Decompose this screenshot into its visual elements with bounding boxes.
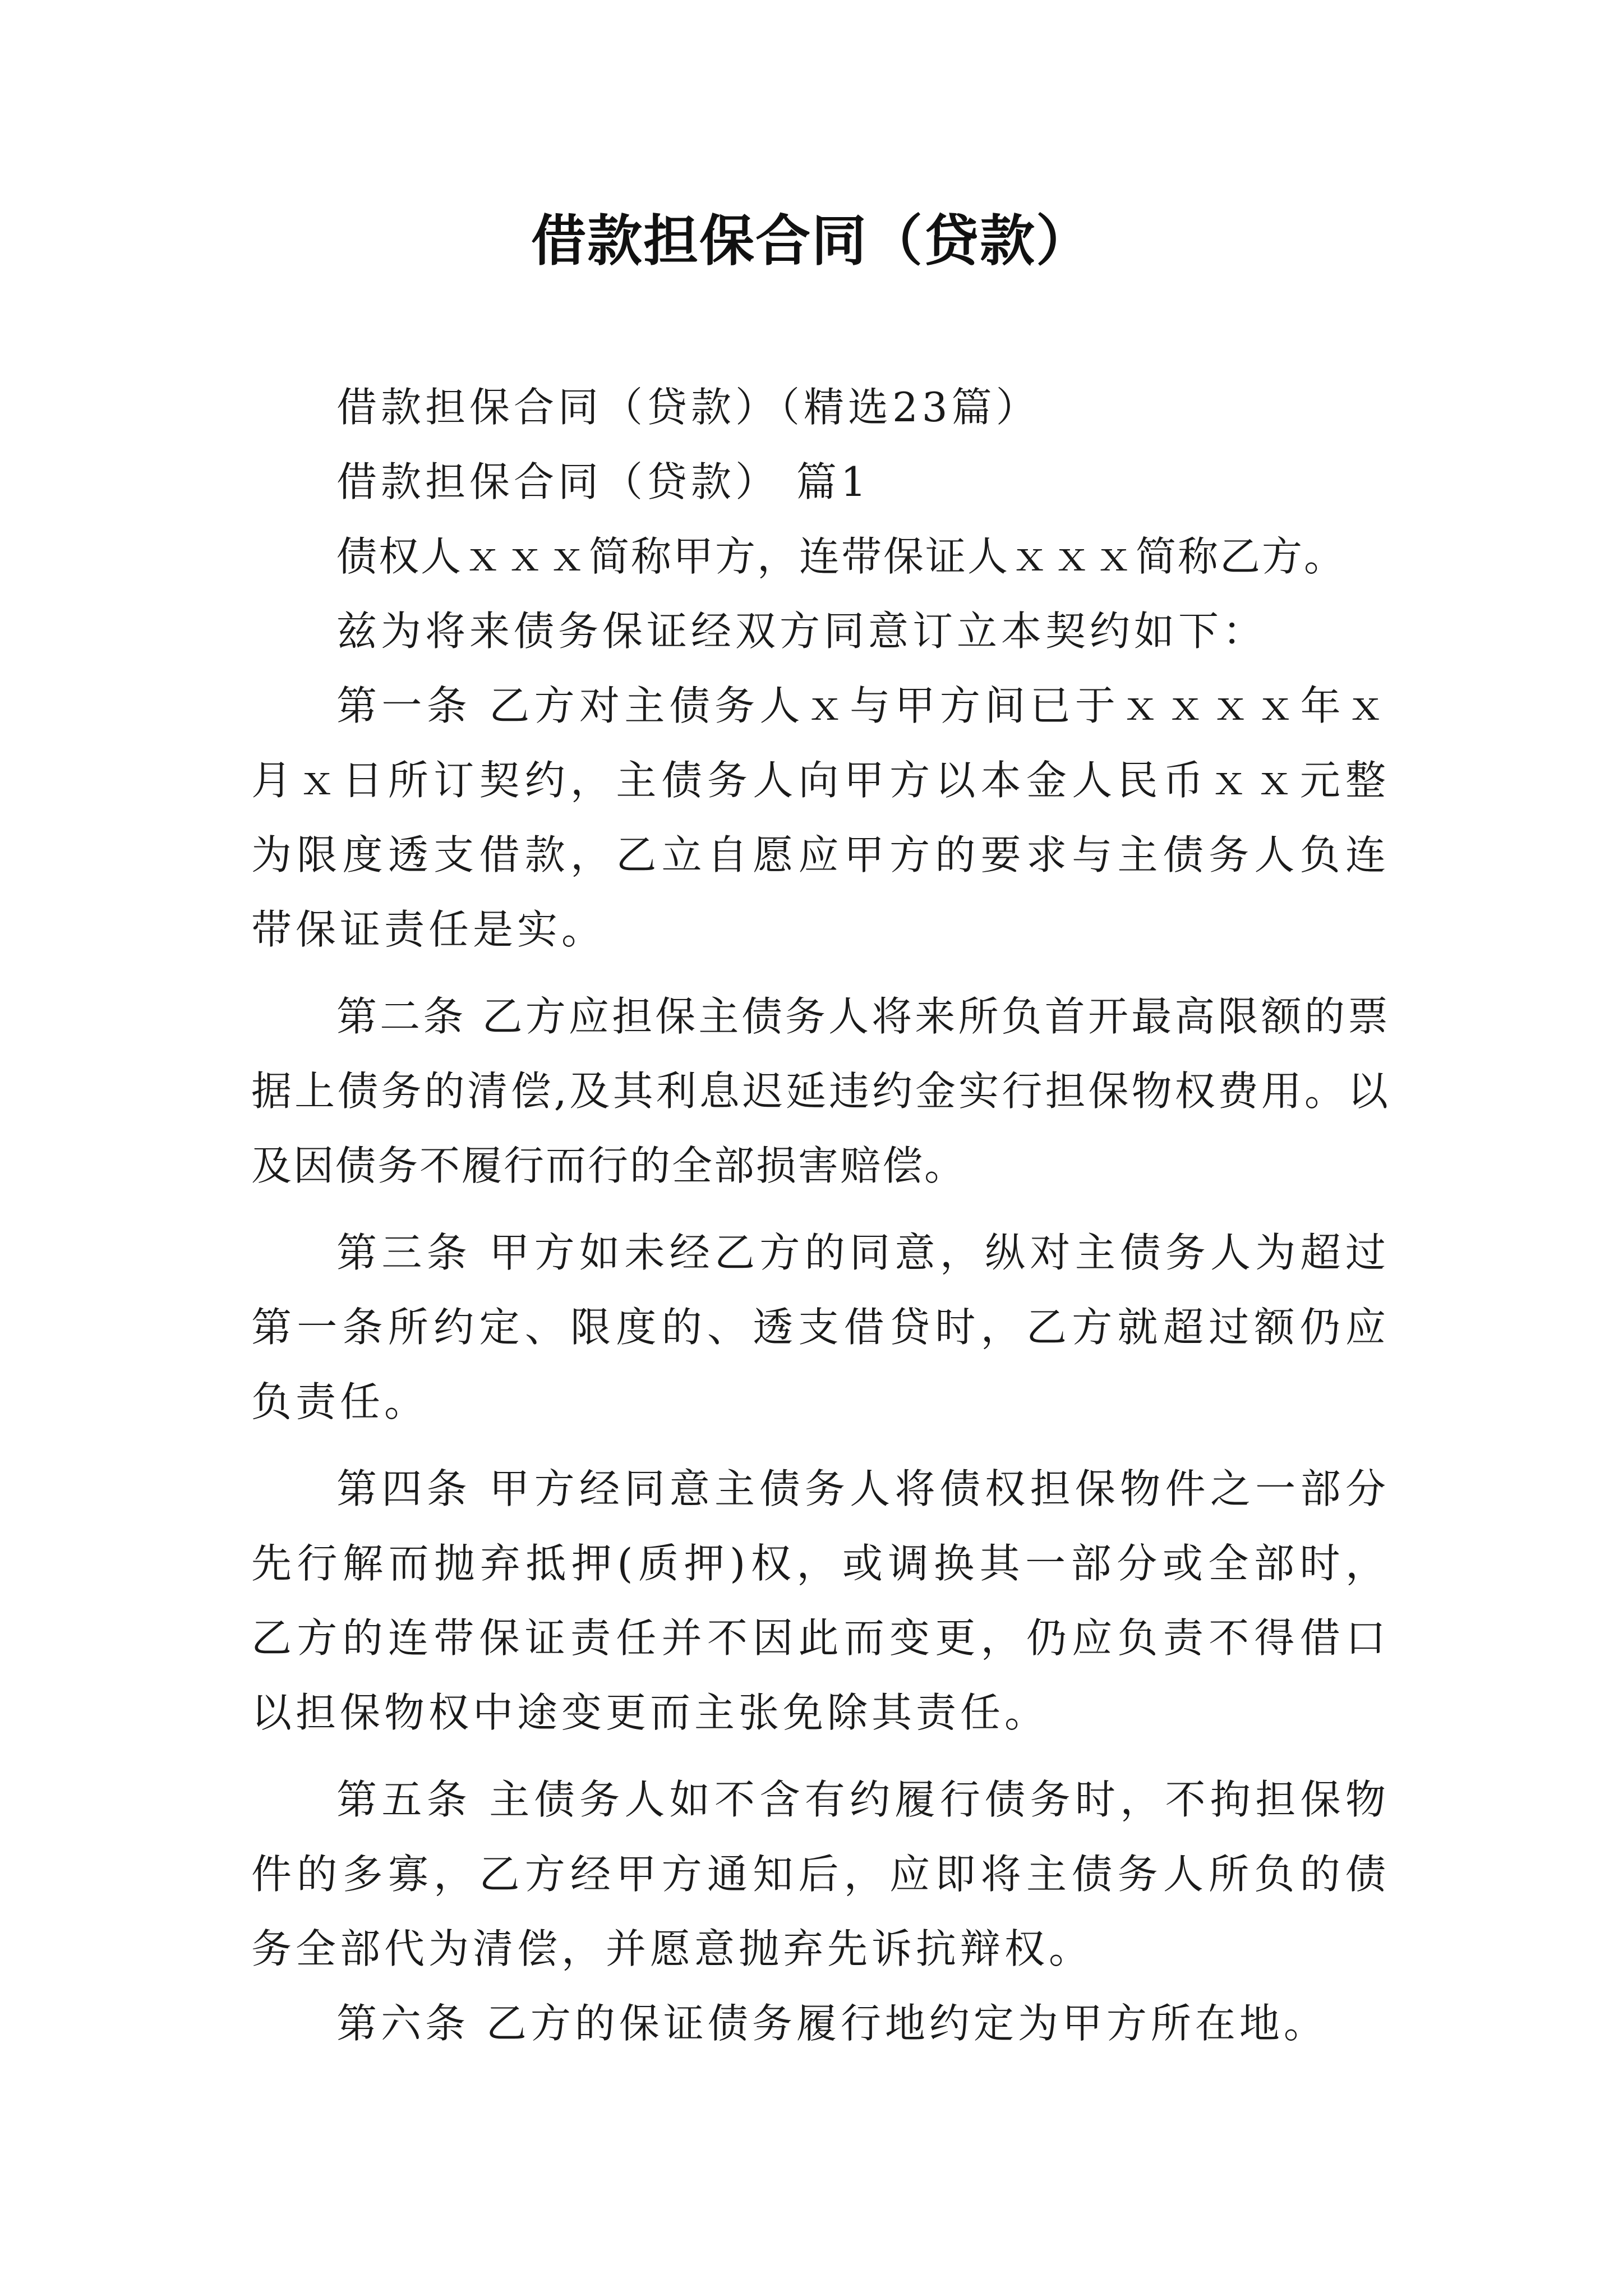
paragraph-article-3: 第三条 甲方如未经乙方的同意，纵对主债务人为超过第一条所约定、限度的、透支借贷时，乙方就超过额仍应负责任。 [251, 1229, 1390, 1425]
paragraph-article-1: 第一条 乙方对主债务人ｘ与甲方间已于ｘｘｘｘ年ｘ月ｘ日所订契约，主债务人向甲方以本金人民币ｘｘ元整为限度透支借款，乙立自愿应甲方的要求与主债务人负连带保证责任是实。 [251, 682, 1390, 953]
paragraph-parties: 债权人ｘｘｘ简称甲方，连带保证人ｘｘｘ简称乙方。 [336, 533, 1347, 580]
paragraph-article-4: 第四条 甲方经同意主债务人将债权担保物件之一部分先行解而抛弃抵押(质押)权，或调换其一部分或全部时，乙方的连带保证责任并不因此而变更，仍应负责不得借口以担保物权中途变更而主张免除其责任。 [251, 1465, 1390, 1736]
paragraph-article-6: 第六条 乙方的保证债务履行地约定为甲方所在地。 [336, 2000, 1328, 2047]
document-body [251, 370, 1390, 2061]
paragraph-section-heading: 借款担保合同（贷款） 篇1 [336, 458, 870, 505]
document-title: 借款担保合同（贷款） [531, 209, 1092, 273]
paragraph-article-5: 第五条 主债务人如不含有约履行债务时，不拘担保物件的多寡，乙方经甲方通知后，应即将主债务人所负的债务全部代为清偿，并愿意抛弃先诉抗辩权。 [251, 1776, 1390, 1972]
paragraph-preamble: 兹为将来债务保证经双方同意订立本契约如下： [336, 608, 1267, 655]
paragraph-article-2: 第二条 乙方应担保主债务人将来所负首开最高限额的票据上债务的清偿,及其利息迟延违约金实行担保物权费用。以及因债务不履行而行的全部损害赔偿。 [251, 993, 1390, 1189]
paragraph-collection-heading: 借款担保合同（贷款）（精选23篇） [336, 384, 1040, 431]
